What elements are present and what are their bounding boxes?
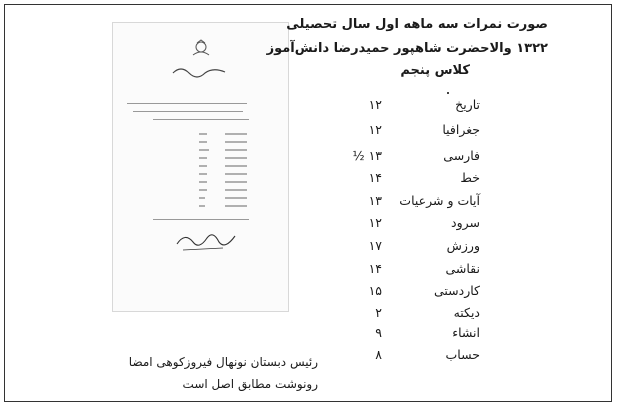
scan-text-line	[199, 165, 207, 167]
table-row	[330, 347, 480, 365]
grade-value: ۱۲	[368, 122, 382, 137]
grade-value: ۱۴	[368, 261, 382, 276]
scan-text-line	[225, 149, 247, 151]
subject-label: انشاء	[452, 325, 480, 340]
table-row	[330, 148, 480, 166]
subject-label: سرود	[451, 215, 480, 230]
class-line: کلاس پنجم	[400, 63, 470, 78]
scan-text-line	[133, 111, 243, 112]
table-row	[330, 170, 480, 188]
subject-label: فارسی	[443, 148, 480, 163]
scan-text-line	[199, 133, 207, 135]
ministry-letterhead-icon	[169, 63, 229, 79]
grade-value: ۱۲	[368, 97, 382, 112]
scanned-document	[112, 22, 289, 312]
ink-dot	[447, 92, 449, 94]
scan-text-line	[225, 197, 247, 199]
scan-text-line	[199, 173, 207, 175]
table-row	[330, 238, 480, 256]
scan-text-line	[153, 119, 249, 120]
scan-text-line	[225, 181, 247, 183]
scan-text-line	[225, 157, 247, 159]
subject-label: خط	[460, 170, 480, 185]
subject-label: دیکته	[453, 305, 480, 320]
grade-value: ۸	[375, 347, 382, 362]
scan-text-line	[199, 181, 207, 183]
principal-signature-line: رئیس دبستان نونهال فیروزکوهی امضا	[128, 355, 318, 369]
grade-value: ۱۲	[368, 215, 382, 230]
grade-value: ۱۳ ½	[352, 148, 382, 163]
emblem-icon	[187, 39, 215, 59]
table-row	[330, 283, 480, 301]
scan-text-line	[225, 165, 247, 167]
subject-label: نقاشی	[445, 261, 480, 276]
table-row	[330, 193, 480, 211]
scan-text-line	[127, 103, 247, 104]
scan-text-line	[225, 189, 247, 191]
scan-text-line	[225, 141, 247, 143]
scan-text-line	[153, 219, 249, 220]
subject-label: کاردستی	[433, 283, 480, 298]
subject-label: جغرافیا	[442, 122, 480, 137]
scan-text-line	[225, 173, 247, 175]
scan-text-line	[199, 197, 205, 199]
scan-text-line	[225, 133, 247, 135]
scan-text-line	[199, 205, 205, 207]
image-frame	[4, 4, 612, 402]
subject-label: حساب	[445, 347, 480, 362]
scan-text-line	[199, 149, 209, 151]
copy-certification-line: رونوشت مطابق اصل است	[182, 377, 318, 391]
grade-value: ۱۷	[368, 238, 382, 253]
signature-icon	[173, 228, 239, 254]
subject-label: ورزش	[446, 238, 480, 253]
subject-label: تاریخ	[455, 97, 480, 112]
student-line: ۱۳۲۲ والاحضرت شاهپور حمیدرضا دانش‌آموز	[266, 41, 548, 56]
table-row	[330, 261, 480, 279]
grade-value: ۹	[375, 325, 382, 340]
scan-text-line	[225, 205, 247, 207]
table-row	[330, 122, 480, 140]
subject-label: آیات و شرعیات	[399, 193, 480, 208]
grade-value: ۱۳	[368, 193, 382, 208]
scan-text-line	[199, 189, 207, 191]
table-row	[330, 305, 480, 323]
grade-value: ۲	[375, 305, 382, 320]
scan-text-line	[199, 141, 207, 143]
table-row	[330, 215, 480, 233]
table-row	[330, 325, 480, 343]
grade-value: ۱۴	[368, 170, 382, 185]
scan-text-line	[199, 157, 207, 159]
document-title: صورت نمرات سه ماهه اول سال تحصیلی	[286, 17, 548, 32]
grade-value: ۱۵	[368, 283, 382, 298]
table-row	[330, 97, 480, 115]
